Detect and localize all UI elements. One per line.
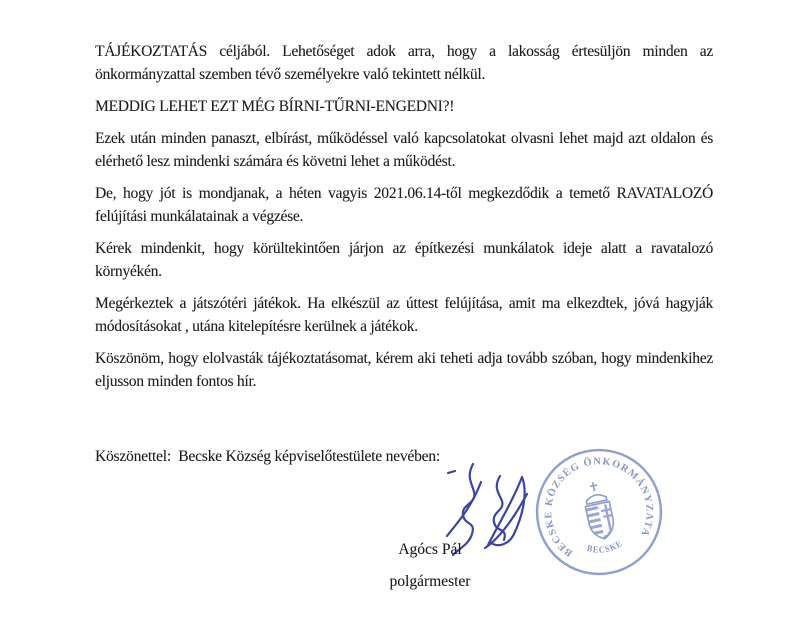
closing-line: Köszönettel: Becske Község képviselőtestülete nevében: [95,448,440,465]
paragraph-ezek-utan: Ezek után minden panaszt, elbírást, működéssel való kapcsolatokat olvasni lehet majd azt oldalon és elérhető lesz mindenki számára és követni lehet a működést. [95,130,713,170]
paragraph-koszonom: Köszönöm, hogy elolvasták tájékoztatásomat, kérem aki teheti adja tovább szóban, hogy mindenkihez eljusson minden fontos hír. [95,350,713,390]
signer-title: polgármester [389,573,471,590]
paragraph-meddig-caps: MEDDIG LEHET EZT MÉG BÍRNI-TŰRNI-ENGEDNI?! [95,98,455,115]
paragraph-jatszoteri-jatekok: Megérkeztek a játszótéri játékok. Ha elkészül az úttest felújítása, amit ma elkezdtek, jóvá hagyják módosításokat , utána kitelepítésre kerülnek a játékok. [95,295,713,335]
paragraph-tajekoztatas: TÁJÉKOZTATÁS céljából. Lehetőséget adok arra, hogy a lakosság értesüljön minden az önkormányzattal szemben tévő személyekre való tekintett nélkül. [95,43,713,83]
signature-stroke-2-loop [488,477,525,545]
crown-cross [589,481,598,491]
stamp-bottom-text: BECSKE [585,537,625,555]
municipal-round-stamp [533,446,665,578]
signature-dash [448,471,455,473]
signer-name: Agócs Pál [398,541,462,558]
stamp-ring-text: BECSKE KÖZSÉG ÖNKORMÁNYZATA [543,456,655,559]
double-cross [600,503,617,532]
letter-body [95,40,713,402]
paragraph-kerek-mindenkit: Kérek mindenkit, hogy körültekintően járjon az építkezési munkálatok ideje alatt a ravatalozó környékén. [95,240,713,280]
paragraph-ravatalozo: De, hogy jót is mondjanak, a héten vagyis 2021.06.14-től megkezdődik a temető RAVATALOZÓ felújítási munkálatainak a végzése. [95,185,713,225]
coat-of-arms-icon [581,479,622,545]
